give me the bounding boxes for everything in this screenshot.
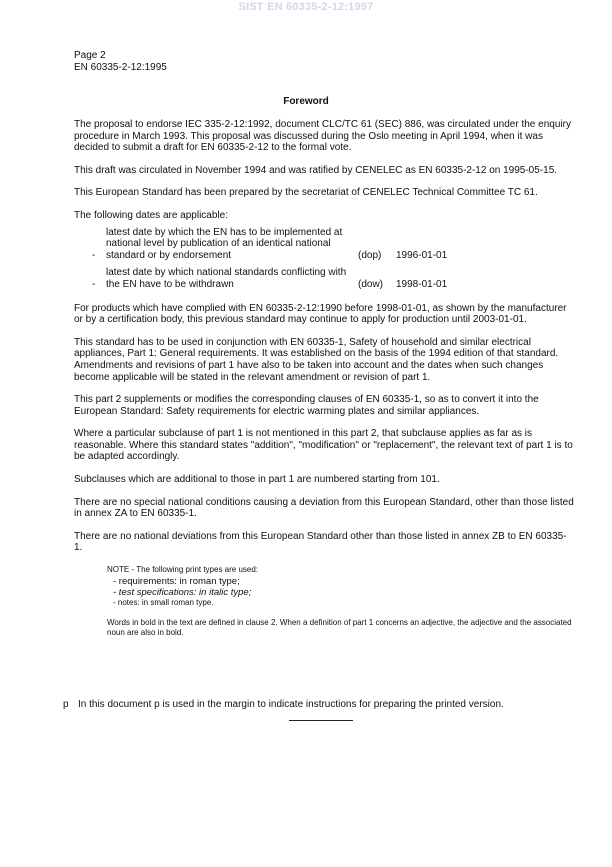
note-item-requirements: - requirements: in roman type; (113, 576, 240, 588)
date-value: 1996-01-01 (396, 249, 448, 261)
dates-list (74, 227, 574, 291)
margin-marker: p (63, 699, 69, 710)
section-title: Foreword (283, 96, 329, 107)
paragraph-supplements: This part 2 supplements or modifies the corresponding clauses of EN 60335-1, so as to convert it into the European Standard: Safety requirements for electric warming plates and similar appliances. (74, 394, 539, 417)
standard-number: EN 60335-2-12:1995 (74, 62, 167, 73)
page-header (74, 50, 167, 74)
date-description: latest date by which the EN has to be implemented at national level by publication of an identical national standard or by endorsement (106, 226, 343, 261)
end-rule (289, 720, 353, 721)
note-list (113, 576, 574, 608)
note-bold-words: Words in bold in the text are defined in clause 2. When a definition of part 1 concerns an adjective, the adjective and the associated noun are also in bold. (107, 618, 572, 638)
note-item-notes: - notes: in small roman type. (113, 598, 214, 608)
dates-intro: The following dates are applicable: (74, 209, 228, 221)
paragraph-special-conditions: There are no special national conditions causing a deviation from this European Standard, other than those listed in annex ZA to EN 60335-1. (74, 496, 574, 520)
list-dash: - (92, 249, 96, 261)
paragraph-conjunction: This standard has to be used in conjunction with EN 60335-1, Safety of household and similar electrical appliances, Part 1: General requirements. It was established on the basis of the 1994 edition of that standard. Amendments and revisions of part 1 have also to be taken into account and the dates when such changes become applicable will be stated in the relevant amendment or revision of part 1. (74, 336, 559, 383)
paragraph-proposal: The proposal to endorse IEC 335-2-12:1992, document CLC/TC 61 (SEC) 886, was circulated under the enquiry procedure in March 1993. This proposal was discussed during the Oslo meeting in April 1994, when it was decided to submit a draft for EN 60335-2-12 to the formal vote. (74, 119, 571, 154)
paragraph-numbering: Subclauses which are additional to those in part 1 are numbered starting from 101. (74, 474, 440, 486)
note-item-test-specifications: - test specifications: in italic type; (113, 587, 252, 599)
note-title: NOTE - The following print types are used: (107, 565, 259, 575)
date-item-dop (74, 227, 574, 262)
paragraph-subclause: Where a particular subclause of part 1 is not mentioned in this part 2, that subclause applies as far as is reasonable. Where this standard states "addition", "modification" or "replacement", the relevant text of part 1 is to be adapted accordingly. (74, 428, 573, 463)
date-abbreviation: (dow) (358, 278, 384, 290)
paragraph-national-deviations: There are no national deviations from this European Standard other than those listed in annex ZB to EN 60335-1. (74, 530, 567, 554)
page-number: Page 2 (74, 50, 106, 61)
watermark: SIST EN 60335-2-12:1997 (238, 1, 374, 13)
paragraph-secretariat: This European Standard has been prepared by the secretariat of CENELEC Technical Committee TC 61. (74, 187, 538, 199)
final-line: In this document p is used in the margin to indicate instructions for preparing the printed version. (78, 699, 504, 710)
foreword-body (74, 119, 574, 638)
note-block (107, 565, 574, 638)
paragraph-previous-standard: For products which have complied with EN 60335-2-12:1990 before 1998-01-01, as shown by the manufacturer or by a certification body, this previous standard may continue to apply for production until 2003-01-01. (74, 302, 567, 326)
date-value: 1998-01-01 (396, 278, 448, 290)
date-item-dow (74, 267, 574, 290)
date-description: latest date by which national standards conflicting with the EN have to be withdrawn (106, 267, 347, 290)
date-abbreviation: (dop) (358, 249, 382, 261)
paragraph-draft: This draft was circulated in November 1994 and was ratified by CENELEC as EN 60335-2-12 on 1995-05-15. (74, 164, 558, 176)
list-dash: - (92, 278, 96, 290)
